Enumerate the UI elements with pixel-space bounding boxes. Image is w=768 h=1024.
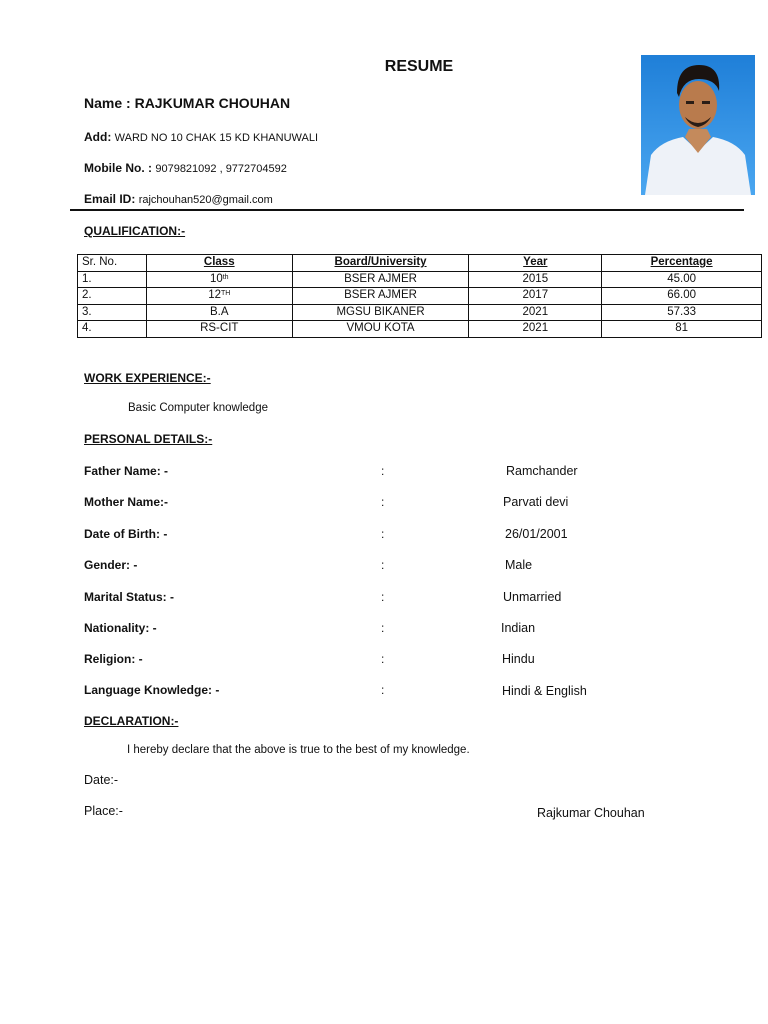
declaration-text: I hereby declare that the above is true to the best of my knowledge.: [127, 744, 470, 756]
col-header-class: Class: [146, 255, 292, 272]
nationality-value: Indian: [501, 621, 536, 635]
name-label: Name :: [84, 95, 135, 111]
cell-class: 10th: [146, 271, 292, 288]
address-value: WARD NO 10 CHAK 15 KD KHANUWALI: [114, 132, 319, 144]
header-divider: [70, 209, 744, 211]
marital-status-value: Unmarried: [503, 590, 562, 604]
address-label: Add:: [84, 130, 112, 144]
table-row: [78, 271, 762, 288]
cell-class: 12TH: [146, 288, 292, 305]
table-header-row: [78, 255, 762, 272]
col-header-year: Year: [469, 255, 602, 272]
religion-colon: :: [381, 652, 385, 666]
cell-percentage: 45.00: [602, 271, 762, 288]
date-label: Date:-: [84, 773, 119, 787]
cell-class: B.A: [146, 304, 292, 321]
father-name-colon: :: [381, 464, 385, 478]
dob-label: Date of Birth: -: [84, 527, 168, 541]
cell-percentage: 81: [602, 321, 762, 338]
work-experience-heading: WORK EXPERIENCE:-: [84, 371, 211, 385]
cell-percentage: 66.00: [602, 288, 762, 305]
place-label: Place:-: [84, 804, 123, 818]
col-header-sr: Sr. No.: [78, 255, 147, 272]
marital-status-label: Marital Status: -: [84, 590, 175, 604]
qualification-table: [77, 254, 762, 338]
cell-sr: 3.: [78, 304, 147, 321]
cell-year: 2021: [469, 304, 602, 321]
cell-year: 2015: [469, 271, 602, 288]
language-label: Language Knowledge: -: [84, 683, 220, 697]
language-value: Hindi & English: [502, 684, 587, 698]
dob-value: 26/01/2001: [505, 527, 568, 541]
cell-year: 2021: [469, 321, 602, 338]
candidate-name: [84, 95, 290, 111]
religion-value: Hindu: [502, 652, 535, 666]
dob-colon: :: [381, 527, 385, 541]
table-row: [78, 321, 762, 338]
gender-colon: :: [381, 558, 385, 572]
cell-board: MGSU BIKANER: [292, 304, 469, 321]
nationality-colon: :: [381, 621, 385, 635]
religion-label: Religion: -: [84, 652, 143, 666]
col-header-board: Board/University: [292, 255, 469, 272]
language-colon: :: [381, 683, 385, 697]
email-label: Email ID:: [84, 192, 136, 206]
cell-board: VMOU KOTA: [292, 321, 469, 338]
person-portrait-icon: [641, 55, 755, 195]
cell-sr: 2.: [78, 288, 147, 305]
cell-board: BSER AJMER: [292, 271, 469, 288]
cell-sr: 1.: [78, 271, 147, 288]
cell-board: BSER AJMER: [292, 288, 469, 305]
cell-sr: 4.: [78, 321, 147, 338]
profile-photo: [641, 55, 755, 195]
gender-label: Gender: -: [84, 558, 138, 572]
declaration-heading: DECLARATION:-: [84, 714, 179, 728]
father-name-label: Father Name: -: [84, 464, 169, 478]
mother-name-label: Mother Name:-: [84, 495, 169, 509]
qualification-heading: QUALIFICATION:-: [84, 224, 186, 238]
address-line: [84, 130, 318, 144]
cell-percentage: 57.33: [602, 304, 762, 321]
email-value: rajchouhan520@gmail.com: [138, 194, 273, 206]
marital-status-colon: :: [381, 590, 385, 604]
father-name-value: Ramchander: [506, 464, 578, 478]
mobile-label: Mobile No. :: [84, 161, 152, 175]
col-header-percentage: Percentage: [602, 255, 762, 272]
email-line: [84, 192, 273, 206]
gender-value: Male: [505, 558, 533, 572]
nationality-label: Nationality: -: [84, 621, 157, 635]
cell-class: RS-CIT: [146, 321, 292, 338]
cell-year: 2017: [469, 288, 602, 305]
mobile-value: 9079821092 , 9772704592: [155, 163, 287, 175]
table-row: [78, 304, 762, 321]
mother-name-colon: :: [381, 495, 385, 509]
name-value: RAJKUMAR CHOUHAN: [134, 95, 291, 111]
mother-name-value: Parvati devi: [503, 495, 569, 509]
table-row: [78, 288, 762, 305]
work-experience-text: Basic Computer knowledge: [128, 402, 268, 414]
signature-name: Rajkumar Chouhan: [537, 806, 645, 820]
mobile-line: [84, 161, 287, 175]
page-title: RESUME: [384, 58, 454, 75]
personal-details-heading: PERSONAL DETAILS:-: [84, 432, 213, 446]
